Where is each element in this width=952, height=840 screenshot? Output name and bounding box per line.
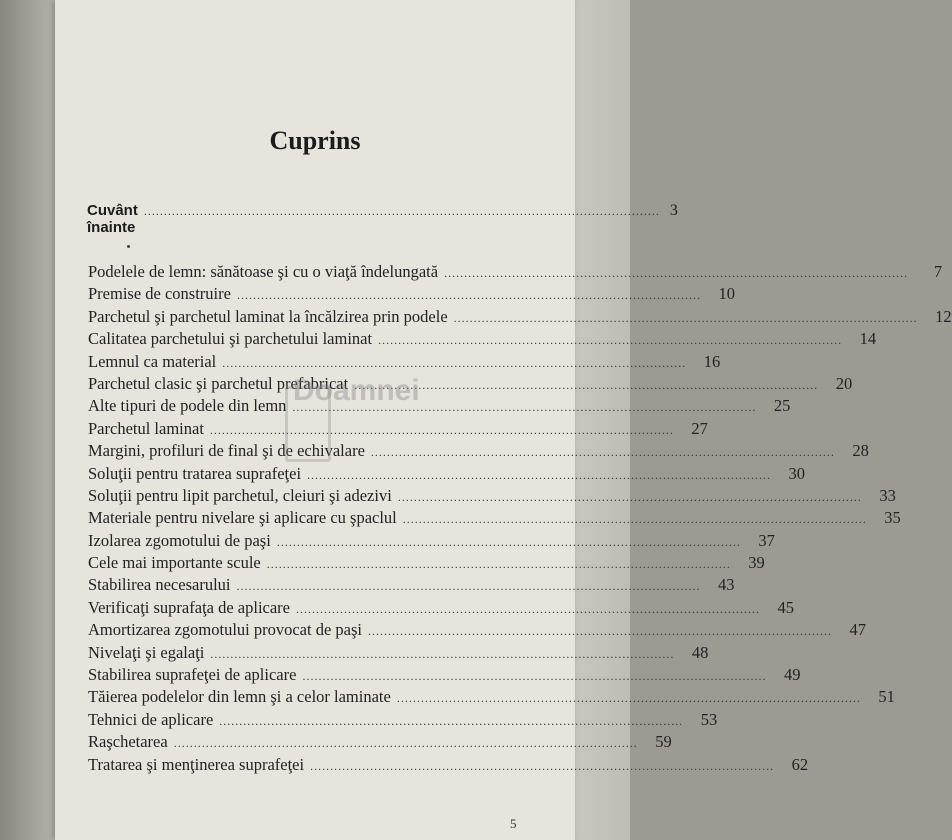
toc-entry-page: 59 xyxy=(655,732,672,752)
toc-entry xyxy=(88,642,709,665)
toc-entry-page: 43 xyxy=(717,575,735,595)
toc-entry xyxy=(88,351,721,374)
toc-entry-page: 7 xyxy=(933,262,943,281)
dot-leader: .................................................................................................................... xyxy=(266,557,731,572)
toc-foreword-row xyxy=(87,202,678,236)
dot-leader: .................................................................................................................... xyxy=(378,333,843,348)
toc-entry-page: 10 xyxy=(718,284,735,304)
dot-leader: .................................................................................................................... xyxy=(173,736,638,751)
page-title: Cuprins xyxy=(269,126,361,155)
toc-entry-page: 35 xyxy=(884,508,901,528)
toc-entry-page: 45 xyxy=(777,597,795,617)
dot-leader: .................................................................................................................... xyxy=(210,646,675,661)
dot-leader: .................................................................................................................... xyxy=(209,422,674,437)
toc-entry-page: 28 xyxy=(852,441,869,461)
dot-leader: .................................................................................................................... xyxy=(444,266,909,280)
toc-entry xyxy=(88,485,896,508)
toc-entry-title: Stabilirea necesarului xyxy=(88,575,231,595)
toc-entry xyxy=(88,262,943,284)
dot-leader: .................................................................................................................... xyxy=(396,691,861,706)
toc-entry-page: 51 xyxy=(878,687,895,707)
dot-leader: .................................................................................................................... xyxy=(236,579,701,594)
toc-entry-title: Lemnul ca material xyxy=(88,351,217,371)
toc-entry-page: 14 xyxy=(859,329,877,349)
toc-entry xyxy=(88,732,672,754)
toc-entry xyxy=(88,508,901,530)
toc-entry-title: Soluţii pentru tratarea suprafeţei xyxy=(88,463,302,483)
toc-entry-title: Podelele de lemn: sănătoase şi cu o viaţă îndelungată xyxy=(88,262,439,281)
ink-speck xyxy=(127,245,130,248)
previous-page-edge xyxy=(0,0,55,840)
toc-entry-title: Parchetul laminat xyxy=(88,418,204,438)
toc-foreword-page: 3 xyxy=(669,202,678,219)
dot-leader: .................................................................................................................... xyxy=(302,669,767,684)
dot-leader: .................................................................................................................... xyxy=(397,489,862,504)
toc-entry xyxy=(88,306,952,329)
dot-leader: .................................................................................................................... xyxy=(402,512,867,527)
toc-entry-title: Raşchetarea xyxy=(88,732,168,752)
table-of-contents xyxy=(88,262,952,777)
toc-entry-title: Izolarea zgomotului de paşi xyxy=(88,530,271,550)
toc-entry-title: Calitatea parchetului şi parchetului laminat xyxy=(88,329,373,349)
toc-entry xyxy=(88,284,735,306)
toc-entry-title: Parchetul şi parchetul laminat la încălzirea prin podele xyxy=(88,306,448,326)
dot-leader: .................................................................................................................... xyxy=(219,713,684,728)
toc-entry xyxy=(88,709,718,732)
toc-entry-page: 30 xyxy=(788,463,806,483)
toc-entry-title: Premise de construire xyxy=(88,284,231,304)
toc-entry xyxy=(88,754,809,777)
toc-entry-page: 25 xyxy=(773,396,791,416)
toc-entry-title: Alte tipuri de podele din lemn xyxy=(88,396,287,416)
book-page xyxy=(55,0,952,840)
toc-entry-page: 49 xyxy=(783,665,801,685)
dot-leader: .................................................................................................................... xyxy=(307,467,772,482)
dot-leader: .................................................................................................................... xyxy=(222,355,687,370)
toc-entry-title: Soluţii pentru lipit parchetul, cleiuri şi adezivi xyxy=(88,485,392,505)
page-number: 5 xyxy=(510,816,517,831)
toc-entry-page: 62 xyxy=(791,754,809,774)
toc-entry-page: 39 xyxy=(748,553,765,573)
dot-leader: .................................................................................................................... xyxy=(368,624,832,639)
toc-entry-page: 27 xyxy=(691,418,708,438)
toc-entry-title: Parchetul clasic şi parchetul prefabricat xyxy=(88,373,349,393)
toc-entry-page: 48 xyxy=(691,642,709,662)
toc-entry xyxy=(88,665,801,687)
toc-entry-title: Tratarea şi menţinerea suprafeţei xyxy=(88,754,305,774)
dot-leader: .................................................................................................................... xyxy=(453,310,918,325)
toc-entry-title: Tăierea podelelor din lemn şi a celor laminate xyxy=(88,687,391,707)
dot-leader: .................................................................................................................... xyxy=(292,400,757,415)
toc-entry xyxy=(88,575,735,597)
toc-entry-title: Nivelaţi şi egalaţi xyxy=(88,642,205,662)
toc-entry xyxy=(88,553,765,575)
watermark-text: Doamnei xyxy=(293,374,420,407)
watermark-logo xyxy=(285,374,435,454)
dot-leader: .................................................................................................................... xyxy=(296,601,761,616)
toc-entry xyxy=(88,620,866,642)
toc-entry xyxy=(88,597,795,620)
dot-leader: .................................................................................................................... xyxy=(276,534,741,549)
toc-entry-page: 16 xyxy=(703,351,721,371)
toc-entry-page: 33 xyxy=(879,485,896,505)
toc-entry-title: Margini, profiluri de final şi de echivalare xyxy=(88,441,365,461)
toc-entry-title: Stabilirea suprafeţei de aplicare xyxy=(88,665,297,685)
dot-leader: .................................................................................................................... xyxy=(370,445,835,460)
toc-entry xyxy=(88,463,806,486)
toc-foreword-title: Cuvânt înainte xyxy=(87,202,138,236)
toc-entry-title: Materiale pentru nivelare şi aplicare cu şpaclul xyxy=(88,508,397,528)
toc-entry-page: 47 xyxy=(849,620,866,640)
toc-entry-page: 12 xyxy=(935,306,952,326)
dot-leader: .................................................................................................................... xyxy=(310,758,775,773)
dot-leader: .................................................................................................................... xyxy=(236,288,701,303)
toc-entry-page: 20 xyxy=(835,373,853,393)
toc-entry-title: Tehnici de aplicare xyxy=(88,709,214,729)
toc-entry xyxy=(88,530,775,553)
toc-entry-page: 53 xyxy=(700,709,718,729)
dot-leader: ................................................................................................................................. xyxy=(143,204,660,218)
toc-entry xyxy=(88,687,895,709)
toc-entry-title: Amortizarea zgomotului provocat de paşi xyxy=(88,620,362,640)
toc-entry-title: Verificaţi suprafaţa de aplicare xyxy=(88,597,291,617)
dot-leader: .................................................................................................................... xyxy=(354,377,819,392)
toc-entry-page: 37 xyxy=(758,530,775,550)
toc-entry-title: Cele mai importante scule xyxy=(88,553,261,573)
toc-entry xyxy=(88,329,877,351)
